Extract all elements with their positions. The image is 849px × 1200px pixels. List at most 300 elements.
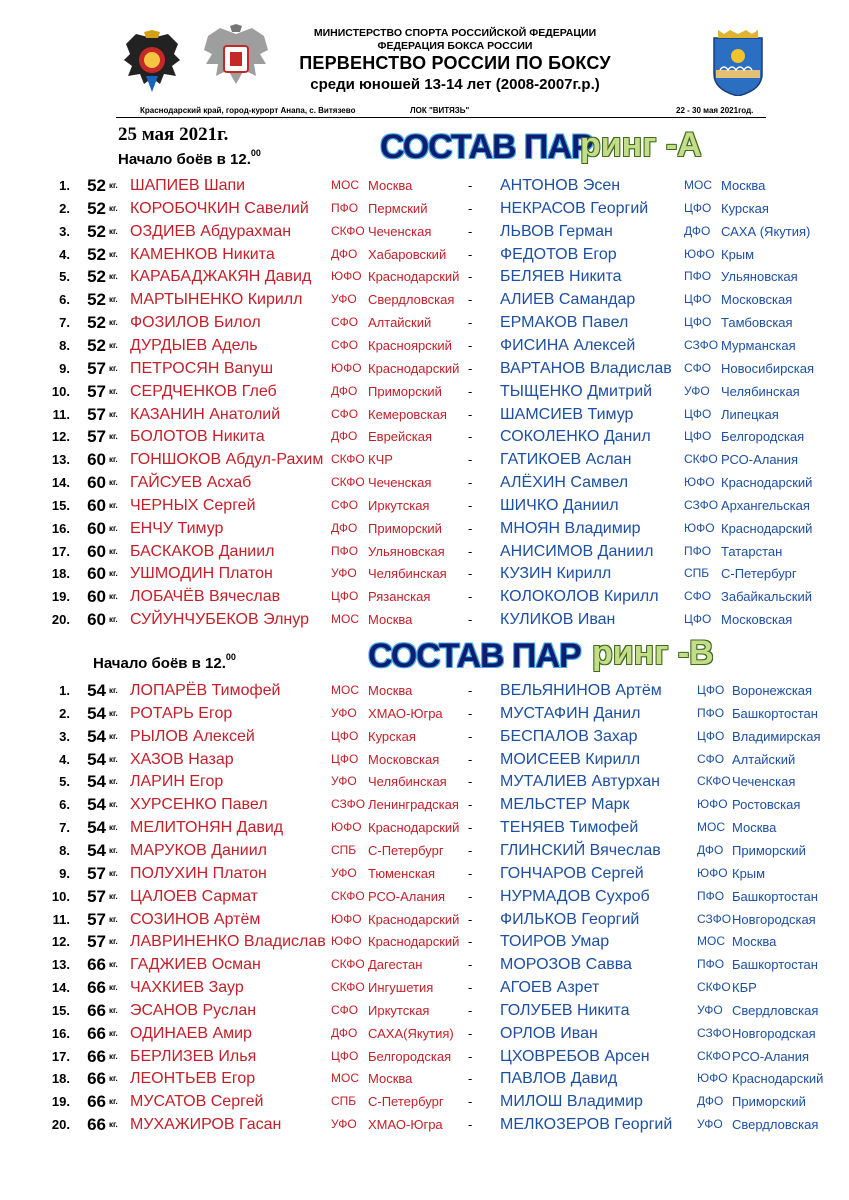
versus-dash: - — [468, 497, 473, 513]
versus-dash: - — [468, 292, 473, 308]
weight-class: 57 — [87, 358, 106, 378]
bout-row — [0, 1045, 849, 1068]
red-corner-region: ХМАО-Югра — [368, 705, 443, 721]
bout-row — [0, 174, 849, 197]
versus-dash: - — [468, 934, 473, 950]
anapa-coat-of-arms — [712, 30, 764, 96]
red-corner-region: Ленинградская — [368, 797, 459, 813]
weight-unit: кг. — [109, 318, 118, 328]
sport-ministry-emblem — [122, 30, 182, 92]
bout-row — [0, 540, 849, 563]
red-corner-boxer: УШМОДИН Платон — [130, 565, 273, 583]
red-corner-boxer: ЛЕОНТЬЕВ Егор — [130, 1070, 256, 1088]
weight-class: 66 — [87, 1092, 106, 1112]
bout-number: 20. — [51, 1117, 70, 1133]
red-corner-region: Ульяновская — [368, 543, 445, 559]
red-corner-region: Рязанская — [368, 589, 431, 605]
versus-dash: - — [468, 315, 473, 331]
versus-dash: - — [468, 683, 473, 698]
versus-dash: - — [468, 269, 473, 285]
red-corner-district: СФО — [331, 315, 359, 330]
blue-corner-district: ДФО — [684, 223, 711, 238]
blue-corner-boxer: НУРМАДОВ Сухроб — [500, 887, 650, 905]
ministry-heading: МИНИСТЕРСТВО СПОРТА РОССИЙСКОЙ ФЕДЕРАЦИИ — [313, 27, 597, 39]
blue-corner-boxer: АНТОНОВ Эсен — [500, 177, 621, 194]
red-corner-district: ПФО — [331, 200, 359, 215]
bout-row — [0, 1090, 849, 1113]
blue-corner-region: Архангельская — [721, 497, 810, 513]
red-corner-region: Краснодарский — [368, 360, 460, 376]
bout-number: 2. — [59, 705, 70, 721]
red-corner-district: ДФО — [331, 246, 358, 261]
red-corner-district: СФО — [331, 406, 359, 421]
blue-corner-boxer: ТЫЩЕНКО Дмитрий — [500, 382, 653, 400]
blue-corner-district: ДФО — [697, 842, 724, 857]
weight-class: 60 — [87, 518, 106, 538]
blue-corner-region: Башкортостан — [732, 957, 818, 973]
blue-corner-district: МОС — [684, 178, 712, 192]
red-corner-district: УФО — [331, 705, 357, 720]
red-corner-district: СФО — [331, 497, 359, 512]
bout-row — [0, 425, 849, 448]
blue-corner-boxer: МНОЯН Владимир — [500, 519, 641, 537]
federation-heading: ФЕДЕРАЦИЯ БОКСА РОССИИ — [377, 40, 533, 52]
blue-corner-region: Москва — [721, 178, 766, 193]
red-corner-region: КЧР — [368, 452, 393, 468]
weight-unit: кг. — [109, 615, 118, 625]
blue-corner-boxer: МУТАЛИЕВ Автурхан — [500, 773, 660, 791]
red-corner-district: СКФО — [331, 888, 365, 903]
bout-row — [0, 862, 849, 885]
blue-corner-district: ЦФО — [684, 429, 712, 444]
bout-row — [0, 334, 849, 357]
weight-unit: кг. — [109, 249, 118, 259]
bout-number: 1. — [59, 683, 70, 698]
ring-a-label: ринг -А — [580, 126, 702, 164]
blue-corner-district: ЮФО — [697, 797, 728, 812]
blue-corner-boxer: БЕЛЯЕВ Никита — [500, 268, 622, 286]
bout-row — [0, 725, 849, 748]
blue-corner-region: САХА (Якутия) — [721, 223, 811, 239]
blue-corner-region: Свердловская — [732, 1117, 819, 1133]
bout-row — [0, 494, 849, 517]
red-corner-region: Пермский — [368, 200, 428, 216]
red-corner-boxer: СЕРДЧЕНКОВ Глеб — [130, 382, 277, 400]
weight-class: 54 — [87, 681, 106, 700]
red-corner-district: УФО — [331, 1117, 357, 1132]
blue-corner-district: ЮФО — [684, 520, 715, 535]
red-corner-region: Хабаровский — [368, 246, 447, 262]
weight-class: 54 — [87, 726, 106, 746]
blue-corner-region: Крым — [721, 246, 755, 262]
weight-unit: кг. — [109, 569, 118, 579]
red-corner-district: ЮФО — [331, 911, 362, 926]
weight-unit: кг. — [109, 181, 118, 190]
bout-number: 19. — [51, 589, 70, 605]
bout-number: 7. — [59, 315, 70, 331]
versus-dash: - — [468, 452, 473, 468]
red-corner-region: Краснодарский — [368, 934, 460, 950]
blue-corner-region: Краснодарский — [732, 1071, 824, 1087]
blue-corner-region: Москва — [732, 934, 777, 950]
red-corner-district: МОС — [331, 178, 359, 192]
bout-date: 25 мая 2021г. — [118, 124, 229, 145]
weight-class: 54 — [87, 818, 106, 838]
bout-row — [0, 471, 849, 494]
red-corner-boxer: БАСКАКОВ Даниил — [130, 542, 275, 560]
weight-unit: кг. — [109, 386, 118, 396]
event-dates: 22 - 30 мая 2021год. — [676, 106, 754, 115]
bout-row — [0, 380, 849, 403]
blue-corner-boxer: ВАРТАНОВ Владислав — [500, 359, 672, 377]
red-corner-boxer: МУХАЖИРОВ Гасан — [130, 1116, 282, 1134]
blue-corner-district: ПФО — [684, 269, 712, 284]
red-corner-boxer: ШАПИЕВ Шапи — [130, 177, 246, 194]
weight-class: 52 — [87, 290, 106, 310]
bout-number: 7. — [59, 820, 70, 836]
weight-class: 66 — [87, 955, 106, 975]
versus-dash: - — [468, 797, 473, 813]
blue-corner-region: Новгородская — [732, 1025, 816, 1041]
weight-unit: кг. — [109, 363, 118, 373]
blue-corner-district: СКФО — [697, 980, 731, 995]
bout-row — [0, 908, 849, 931]
blue-corner-region: Москва — [732, 820, 777, 836]
blue-corner-boxer: ОРЛОВ Иван — [500, 1024, 598, 1042]
weight-unit: кг. — [109, 523, 118, 533]
blue-corner-boxer: МЕЛЬСТЕР Марк — [500, 796, 630, 814]
red-corner-region: Ингушетия — [368, 980, 434, 996]
red-corner-region: Челябинская — [368, 774, 447, 790]
bout-number: 19. — [51, 1094, 70, 1110]
bout-number: 9. — [59, 360, 70, 376]
championship-title: ПЕРВЕНСТВО РОССИИ ПО БОКСУ — [299, 53, 611, 73]
weight-unit: кг. — [109, 1005, 118, 1015]
blue-corner-boxer: ГАТИКОЕВ Аслан — [500, 451, 632, 469]
blue-corner-region: Краснодарский — [721, 475, 813, 491]
red-corner-boxer: МУСАТОВ Сергей — [130, 1093, 264, 1111]
weight-class: 57 — [87, 863, 106, 883]
bout-row — [0, 1113, 849, 1136]
bout-number: 18. — [51, 1071, 70, 1087]
bout-row — [0, 885, 849, 908]
weight-class: 60 — [87, 541, 106, 561]
bout-number: 13. — [51, 957, 70, 973]
weight-class: 52 — [87, 313, 106, 333]
bout-row — [0, 1067, 849, 1090]
weight-class: 66 — [87, 1046, 106, 1066]
blue-corner-district: ПФО — [684, 543, 712, 558]
start-time-minutes: 00 — [225, 652, 236, 662]
blue-corner-district: СКФО — [697, 774, 731, 789]
bout-row — [0, 793, 849, 816]
weight-class: 66 — [87, 1069, 106, 1089]
red-corner-region: Краснодарский — [368, 820, 460, 836]
red-corner-region: Тюменская — [368, 865, 436, 881]
start-time-text: Начало боёв в 12. — [93, 655, 226, 672]
blue-corner-region: С-Петербург — [721, 566, 797, 582]
bout-number: 1. — [59, 178, 70, 193]
weight-class: 52 — [87, 335, 106, 355]
bout-row — [0, 839, 849, 862]
weight-unit: кг. — [109, 891, 118, 901]
weight-unit: кг. — [109, 868, 118, 878]
red-corner-district: ПФО — [331, 543, 359, 558]
weight-unit: кг. — [109, 960, 118, 970]
red-corner-region: Москва — [368, 683, 413, 698]
red-corner-boxer: БОЛОТОВ Никита — [130, 428, 265, 446]
weight-unit: кг. — [109, 272, 118, 282]
start-time-text: Начало боёв в 12. — [118, 151, 251, 168]
bout-row — [0, 1022, 849, 1045]
versus-dash: - — [468, 612, 473, 628]
red-corner-boxer: РОТАРЬ Егор — [130, 704, 233, 722]
blue-corner-boxer: АГОЕВ Азрет — [500, 979, 600, 997]
versus-dash: - — [468, 383, 473, 399]
blue-corner-district: ЦФО — [684, 406, 712, 421]
red-corner-district: СКФО — [331, 475, 365, 490]
bout-number: 3. — [59, 223, 70, 239]
weight-unit: кг. — [109, 592, 118, 602]
bout-row — [0, 288, 849, 311]
blue-corner-district: ЮФО — [697, 865, 728, 880]
bout-number: 10. — [51, 383, 70, 399]
versus-dash: - — [468, 566, 473, 582]
red-corner-region: ХМАО-Югра — [368, 1117, 443, 1133]
blue-corner-district: СФО — [697, 751, 725, 766]
bout-number: 8. — [59, 337, 70, 353]
versus-dash: - — [468, 842, 473, 858]
red-corner-boxer: ОДИНАЕВ Амир — [130, 1024, 252, 1042]
weight-unit: кг. — [109, 937, 118, 947]
age-group-subtitle: среди юношей 13-14 лет (2008-2007г.р.) — [310, 76, 600, 93]
blue-corner-boxer: ФЕДОТОВ Егор — [500, 245, 617, 263]
weight-class: 52 — [87, 176, 106, 195]
blue-corner-boxer: АЛИЕВ Самандар — [500, 291, 636, 309]
bout-number: 12. — [51, 934, 70, 950]
weight-class: 66 — [87, 978, 106, 998]
weight-class: 60 — [87, 610, 106, 630]
blue-corner-boxer: ГОНЧАРОВ Сергей — [500, 864, 644, 882]
versus-dash: - — [468, 911, 473, 927]
blue-corner-boxer: ФИСИНА Алексей — [500, 336, 636, 354]
red-corner-boxer: КАМЕНКОВ Никита — [130, 245, 275, 263]
bout-number: 3. — [59, 728, 70, 744]
bout-row — [0, 770, 849, 793]
blue-corner-district: ПФО — [697, 705, 725, 720]
blue-corner-region: Воронежская — [732, 683, 813, 698]
weight-class: 52 — [87, 221, 106, 241]
blue-corner-district: ЮФО — [697, 1071, 728, 1086]
blue-corner-boxer: БЕСПАЛОВ Захар — [500, 727, 638, 745]
blue-corner-boxer: МУСТАФИН Данил — [500, 704, 641, 722]
versus-dash: - — [468, 1002, 473, 1018]
weight-class: 57 — [87, 427, 106, 447]
red-corner-region: Чеченская — [368, 475, 432, 491]
blue-corner-region: Краснодарский — [721, 520, 813, 536]
weight-unit: кг. — [109, 1097, 118, 1107]
red-corner-boxer: ЛОПАРЁВ Тимофей — [130, 682, 281, 699]
weight-class: 57 — [87, 932, 106, 952]
red-corner-region: Чеченская — [368, 223, 432, 239]
blue-corner-region: Челябинская — [721, 383, 800, 399]
bout-number: 4. — [59, 246, 70, 262]
blue-corner-district: УФО — [697, 1117, 723, 1132]
red-corner-district: МОС — [331, 683, 359, 697]
blue-corner-region: Тамбовская — [721, 315, 793, 331]
blue-corner-boxer: ПАВЛОВ Давид — [500, 1070, 618, 1088]
red-corner-district: ДФО — [331, 1025, 358, 1040]
red-corner-region: С-Петербург — [368, 842, 444, 858]
red-corner-district: ДФО — [331, 520, 358, 535]
bout-number: 14. — [51, 475, 70, 491]
blue-corner-region: Ростовская — [732, 797, 801, 813]
red-corner-boxer: ЧЕРНЫХ Сергей — [130, 496, 256, 514]
red-corner-district: ЦФО — [331, 589, 359, 604]
bout-number: 2. — [59, 200, 70, 216]
weight-class: 54 — [87, 749, 106, 769]
versus-dash: - — [468, 360, 473, 376]
red-corner-boxer: ПЕТРОСЯН Ваnуш — [130, 359, 274, 377]
versus-dash: - — [468, 200, 473, 216]
bout-number: 8. — [59, 842, 70, 858]
red-corner-district: СКФО — [331, 980, 365, 995]
red-corner-district: МОС — [331, 612, 359, 627]
weight-unit: кг. — [109, 1120, 118, 1130]
bout-number: 17. — [51, 1048, 70, 1064]
versus-dash: - — [468, 246, 473, 262]
red-corner-district: СЗФО — [331, 797, 366, 812]
boxing-federation-emblem — [200, 24, 272, 96]
blue-corner-district: ДФО — [697, 1094, 724, 1109]
versus-dash: - — [468, 1071, 473, 1087]
versus-dash: - — [468, 406, 473, 422]
weight-class: 57 — [87, 381, 106, 401]
weight-unit: кг. — [109, 708, 118, 718]
blue-corner-region: Чеченская — [732, 774, 796, 790]
bout-row — [0, 953, 849, 976]
weight-unit: кг. — [109, 983, 118, 993]
weight-class: 66 — [87, 1115, 106, 1135]
weight-unit: кг. — [109, 409, 118, 419]
red-corner-boxer: МАРТЫНЕНКО Кирилл — [130, 291, 303, 309]
bout-row — [0, 999, 849, 1022]
blue-corner-boxer: ГЛИНСКИЙ Вячеслав — [500, 841, 661, 859]
blue-corner-boxer: МЕЛКОЗЕРОВ Георгий — [500, 1116, 673, 1134]
bout-row — [0, 816, 849, 839]
weight-unit: кг. — [109, 1028, 118, 1038]
versus-dash: - — [468, 980, 473, 996]
blue-corner-region: Московская — [721, 612, 793, 628]
weight-class: 66 — [87, 1000, 106, 1020]
blue-corner-region: КБР — [732, 980, 757, 996]
weight-unit: кг. — [109, 340, 118, 350]
weight-unit: кг. — [109, 1051, 118, 1061]
versus-dash: - — [468, 589, 473, 605]
event-location: Краснодарский край, город-курорт Анапа, с. Витязево — [140, 106, 356, 115]
red-corner-region: САХА(Якутия) — [368, 1025, 454, 1041]
red-corner-boxer: ХАЗОВ Назар — [130, 750, 234, 768]
red-corner-boxer: ЕНЧУ Тимур — [130, 519, 224, 537]
bout-row — [0, 311, 849, 334]
start-time-minutes: 00 — [250, 148, 261, 158]
bout-row — [0, 748, 849, 771]
blue-corner-region: Приморский — [732, 1094, 806, 1110]
blue-corner-district: МОС — [697, 934, 725, 949]
blue-corner-boxer: ЕРМАКОВ Павел — [500, 314, 629, 332]
blue-corner-district: СКФО — [697, 1048, 731, 1063]
blue-corner-region: РСО-Алания — [721, 452, 799, 468]
blue-corner-region: Белгородская — [721, 429, 805, 445]
bout-number: 10. — [51, 888, 70, 904]
blue-corner-region: Свердловская — [732, 1002, 819, 1018]
red-corner-district: СФО — [331, 1002, 359, 1017]
bout-number: 18. — [51, 566, 70, 582]
red-corner-district: ЮФО — [331, 934, 362, 949]
red-corner-district: СФО — [331, 337, 359, 352]
blue-corner-region: Владимирская — [732, 728, 821, 744]
blue-corner-boxer: КОЛОКОЛОВ Кирилл — [500, 588, 659, 606]
red-corner-region: Краснодарский — [368, 269, 460, 285]
versus-dash: - — [468, 728, 473, 744]
blue-corner-boxer: ВЕЛЬЯНИНОВ Артём — [500, 682, 662, 699]
red-corner-boxer: ЦАЛОЕВ Сармат — [130, 887, 258, 905]
start-time-ring-b — [93, 654, 236, 672]
blue-corner-region: Мурманская — [721, 337, 796, 353]
bout-row — [0, 585, 849, 608]
blue-corner-district: УФО — [684, 383, 710, 398]
bout-number: 6. — [59, 292, 70, 308]
blue-corner-district: ЦФО — [697, 728, 725, 743]
bout-row — [0, 220, 849, 243]
red-corner-boxer: СУЙУНЧУБЕКОВ Элнур — [130, 611, 309, 629]
red-corner-boxer: СОЗИНОВ Артём — [130, 910, 261, 928]
weight-class: 54 — [87, 795, 106, 815]
red-corner-boxer: ОЗДИЕВ Абдурахман — [130, 222, 292, 240]
bout-row — [0, 976, 849, 999]
red-corner-region: Москва — [368, 1071, 413, 1087]
blue-corner-boxer: ГОЛУБЕВ Никита — [500, 1001, 630, 1019]
blue-corner-district: ЦФО — [684, 200, 712, 215]
weight-class: 52 — [87, 198, 106, 218]
blue-corner-region: Татарстан — [721, 543, 783, 559]
red-corner-district: УФО — [331, 774, 357, 789]
bout-number: 14. — [51, 980, 70, 996]
blue-corner-region: РСО-Алания — [732, 1048, 810, 1064]
red-corner-region: Иркутская — [368, 497, 430, 513]
blue-corner-boxer: ШАМСИЕВ Тимур — [500, 405, 634, 423]
blue-corner-district: СЗФО — [684, 337, 719, 352]
red-corner-region: Курская — [368, 728, 416, 744]
bout-number: 16. — [51, 520, 70, 536]
red-corner-district: ДФО — [331, 383, 358, 398]
pairs-title-ring-b: СОСТАВ ПАР — [368, 637, 581, 675]
weight-class: 54 — [87, 703, 106, 723]
red-corner-region: Краснодарский — [368, 911, 460, 927]
blue-corner-district: СЗФО — [697, 911, 732, 926]
versus-dash: - — [468, 1025, 473, 1041]
bout-row — [0, 357, 849, 380]
bout-row — [0, 197, 849, 220]
blue-corner-boxer: АНИСИМОВ Даниил — [500, 542, 654, 560]
red-corner-region: Челябинская — [368, 566, 447, 582]
weight-unit: кг. — [109, 203, 118, 213]
weight-class: 54 — [87, 772, 106, 792]
ring-b-label: ринг -В — [592, 634, 714, 672]
versus-dash: - — [468, 337, 473, 353]
pairs-title-ring-a: СОСТАВ ПАР — [380, 128, 593, 166]
red-corner-district: ЦФО — [331, 1048, 359, 1063]
